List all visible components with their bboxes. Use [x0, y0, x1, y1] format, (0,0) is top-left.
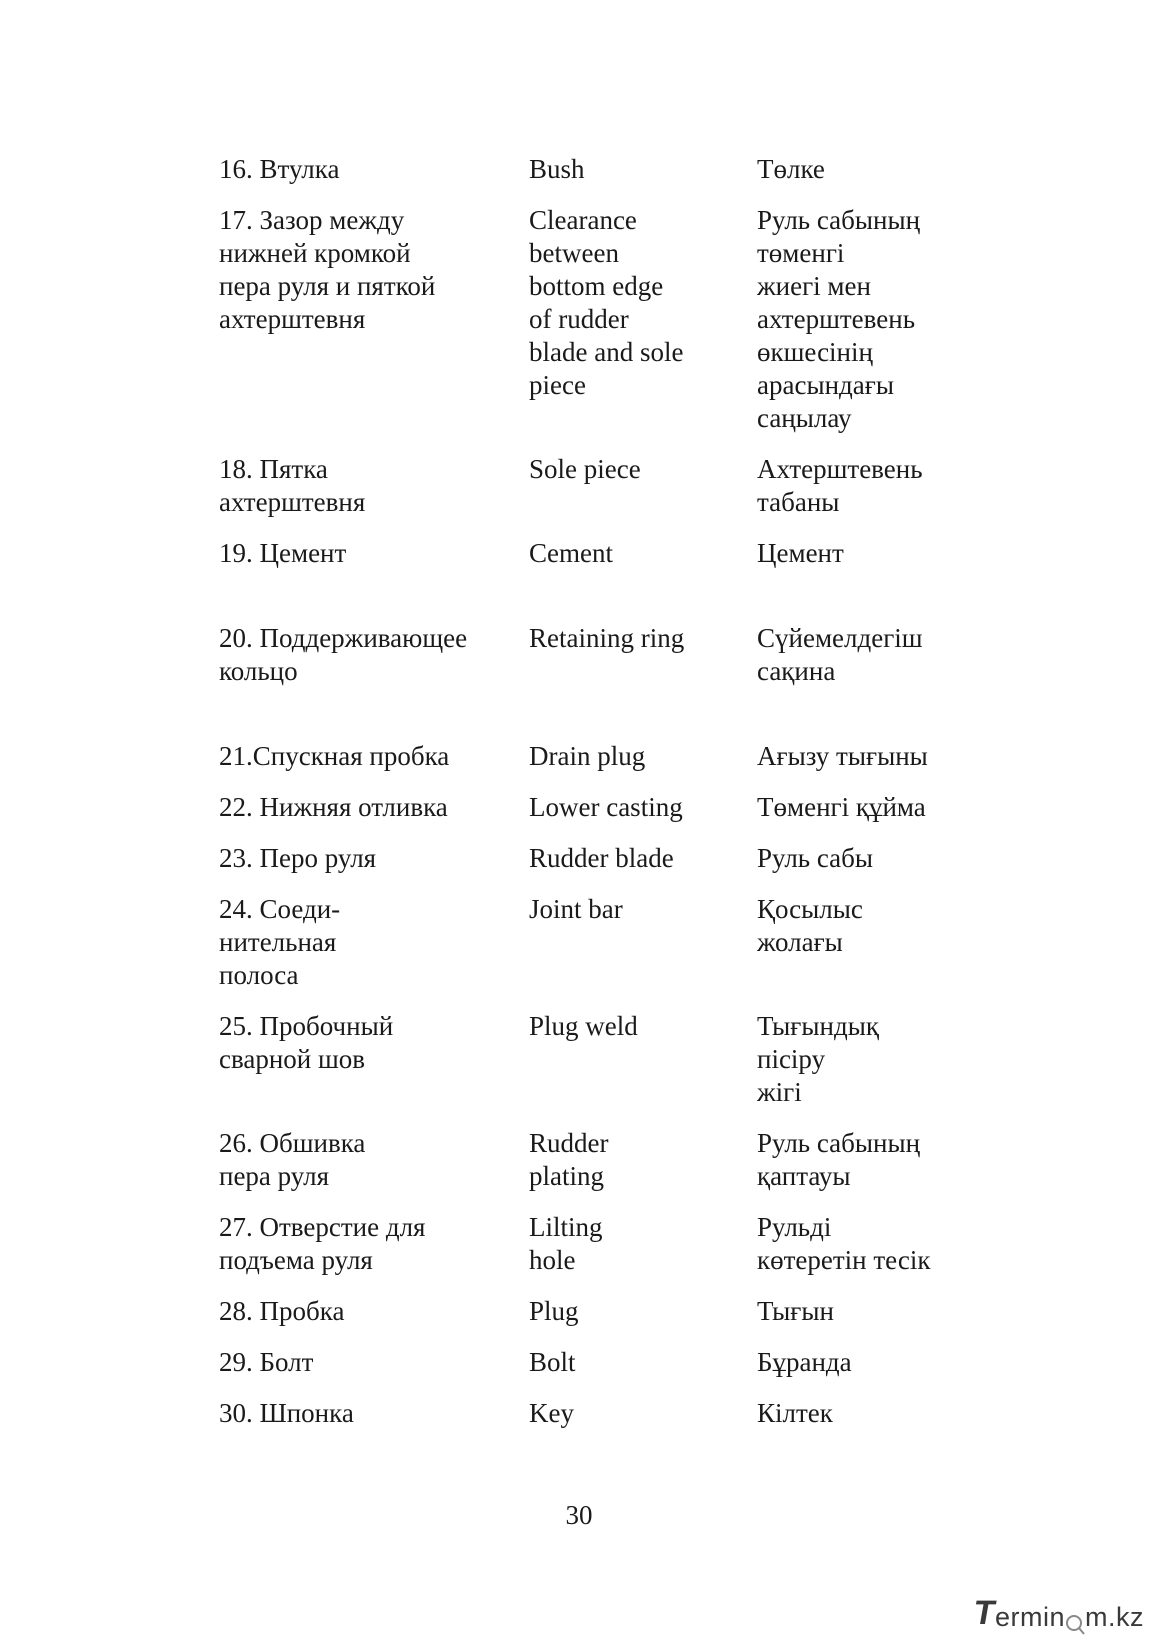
term-english: Sole piece: [529, 454, 641, 484]
watermark-text-start: ermin: [994, 1602, 1065, 1632]
term-row: [219, 740, 979, 773]
term-english: Lower casting: [529, 792, 683, 822]
page-number: 30: [565, 1500, 593, 1530]
term-russian: 27. Отверстие для подъема руля: [219, 1212, 426, 1275]
term-kazakh: Рульді көтеретін тесік: [757, 1212, 931, 1275]
term-row: [219, 453, 979, 519]
term-row: [219, 1010, 979, 1109]
watermark-logo-t: T: [970, 1594, 999, 1632]
term-row: [219, 622, 979, 688]
term-russian: 29. Болт: [219, 1347, 314, 1377]
term-kazakh: Руль сабы: [757, 843, 874, 873]
term-row: [219, 1127, 979, 1193]
term-kazakh: Тығындық пісіру жігі: [757, 1011, 879, 1107]
term-english: Joint bar: [529, 894, 623, 924]
term-kazakh: Төлке: [757, 154, 825, 184]
term-row: [219, 153, 979, 186]
term-english: Plug weld: [529, 1011, 638, 1041]
term-row: [219, 1295, 979, 1328]
term-russian: 26. Обшивка пера руля: [219, 1128, 366, 1191]
term-kazakh: Цемент: [757, 538, 844, 568]
term-kazakh: Бұранда: [757, 1347, 852, 1377]
term-english: Cement: [529, 538, 613, 568]
term-english: Bush: [529, 154, 585, 184]
term-kazakh: Қосылыс жолағы: [757, 894, 863, 957]
term-kazakh: Тығын: [757, 1296, 834, 1326]
term-english: Plug: [529, 1296, 579, 1326]
term-english: Rudder plating: [529, 1128, 609, 1191]
term-kazakh: Ағызу тығыны: [757, 741, 928, 771]
term-english: Retaining ring: [529, 623, 685, 653]
term-english: Rudder blade: [529, 843, 674, 873]
term-row: [219, 1346, 979, 1379]
term-row: [219, 893, 979, 992]
site-watermark: [970, 1594, 1144, 1633]
term-russian: 18. Пятка ахтерштевня: [219, 454, 366, 517]
term-row: [219, 204, 979, 435]
term-kazakh: Руль сабының төменгі жиегі мен ахтерштевень өкшесінің арасындағы саңылау: [757, 205, 921, 433]
term-russian: 25. Пробочный сварной шов: [219, 1011, 394, 1074]
term-english: Bolt: [529, 1347, 576, 1377]
term-russian: 16. Втулка: [219, 154, 340, 184]
term-row: [219, 537, 979, 570]
term-english: Drain plug: [529, 741, 646, 771]
term-russian: 22. Нижняя отливка: [219, 792, 448, 822]
term-russian: 24. Соеди- нительная полоса: [219, 894, 341, 990]
term-kazakh: Сүйемелдегіш сақина: [757, 623, 923, 686]
watermark-text-end: m.kz: [1085, 1602, 1144, 1632]
term-russian: 30. Шпонка: [219, 1398, 354, 1428]
term-kazakh: Ахтерштевень табаны: [757, 454, 923, 517]
term-kazakh: Кілтек: [757, 1398, 833, 1428]
term-russian: 17. Зазор между нижней кромкой пера руля и пяткой ахтерштевня: [219, 205, 436, 334]
term-russian: 19. Цемент: [219, 538, 347, 568]
term-russian: 21.Спускная пробка: [219, 741, 450, 771]
term-kazakh: Руль сабының қаптауы: [757, 1128, 921, 1191]
term-row: [219, 791, 979, 824]
term-table: [219, 153, 979, 1430]
term-row: [219, 842, 979, 875]
term-english: Key: [529, 1398, 574, 1428]
term-row: [219, 1211, 979, 1277]
search-magnifier-icon: [1065, 1611, 1085, 1633]
term-english: Clearance between bottom edge of rudder blade and sole piece: [529, 205, 684, 400]
term-kazakh: Төменгі құйма: [757, 792, 926, 822]
term-russian: 20. Поддерживающее кольцо: [219, 623, 468, 686]
term-row: [219, 1397, 979, 1430]
term-russian: 28. Пробка: [219, 1296, 345, 1326]
term-russian: 23. Перо руля: [219, 843, 377, 873]
term-english: Lilting hole: [529, 1212, 603, 1275]
